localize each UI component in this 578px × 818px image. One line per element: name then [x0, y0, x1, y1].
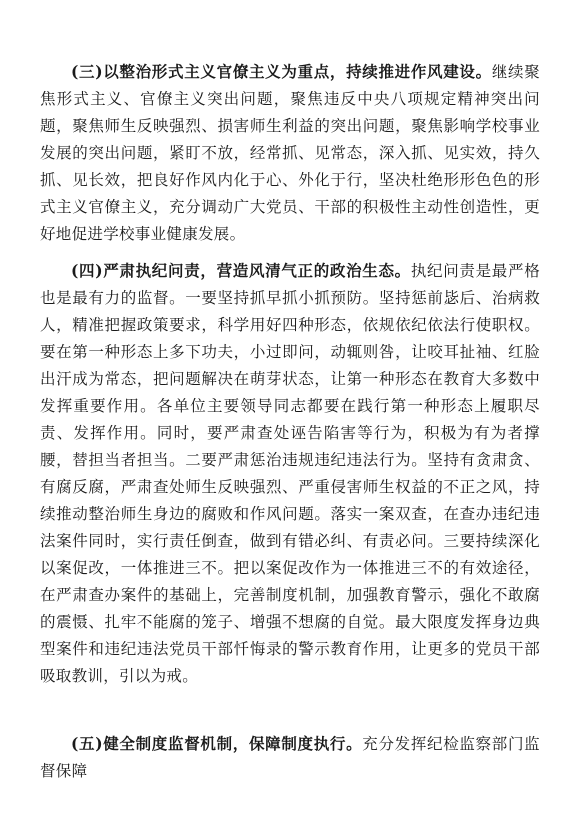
section-5-heading: (五)健全制度监督机制，保障制度执行。: [71, 734, 363, 753]
paragraph-section-4: [40, 257, 540, 690]
section-4-heading: (四)严肃执纪问责，营造风清气正的政治生态。: [71, 261, 411, 280]
paragraph-section-3: [40, 58, 540, 248]
section-3-heading: (三)以整治形式主义官僚主义为重点，持续推进作风建设。: [71, 62, 492, 81]
paragraph-section-5: [40, 730, 540, 785]
section-5-body: 充分发挥纪检监察部门监督保障: [40, 735, 540, 780]
section-3-body: 继续聚焦形式主义、官僚主义突出问题，聚焦违反中央八项规定精神突出问题，聚焦师生反映强烈、损害师生利益的突出问题，聚焦影响学校事业发展的突出问题，紧盯不放，经常抓、见常态，深入抓、见实效，持久抓、见长效，把良好作风内化于心、外化于行，坚决杜绝形形色色的形式主义官僚主义，充分调动广大党员、干部的积极性主动性创造性，更好地促进学校事业健康发展。: [40, 63, 540, 243]
section-4-body: 执纪问责是最严格也是最有力的监督。一要坚持抓早抓小抓预防。坚持惩前毖后、治病救人，精准把握政策要求，科学用好四种形态，依规依纪依法行使职权。要在第一种形态上多下功夫，小过即问，动辄则咎，让咬耳扯袖、红脸出汗成为常态，把问题解决在萌芽状态，让第一种形态在教育大多数中发挥重要作用。各单位主要领导同志都要在践行第一种形态上履职尽责、发挥作用。同时，要严肃查处诬告陷害等行为，积极为有为者撑腰，替担当者担当。二要严肃惩治违规违纪违法行为。坚持有贪肃贪、有腐反腐，严肃查处师生反映强烈、严重侵害师生权益的不正之风，持续推动整治师生身边的腐败和作风问题。落实一案双查，在查办违纪违法案件同时，实行责任倒查，做到有错必纠、有责必问。三要持续深化以案促改，一体推进三不。把以案促改作为一体推进三不的有效途径，在严肃查办案件的基础上，完善制度机制，加强教育警示，强化不敢腐的震慑、扎牢不能腐的笼子、增强不想腐的自觉。最大限度发挥身边典型案件和违纪违法党员干部忏悔录的警示教育作用，让更多的党员干部吸取教训，引以为戒。: [40, 262, 540, 685]
